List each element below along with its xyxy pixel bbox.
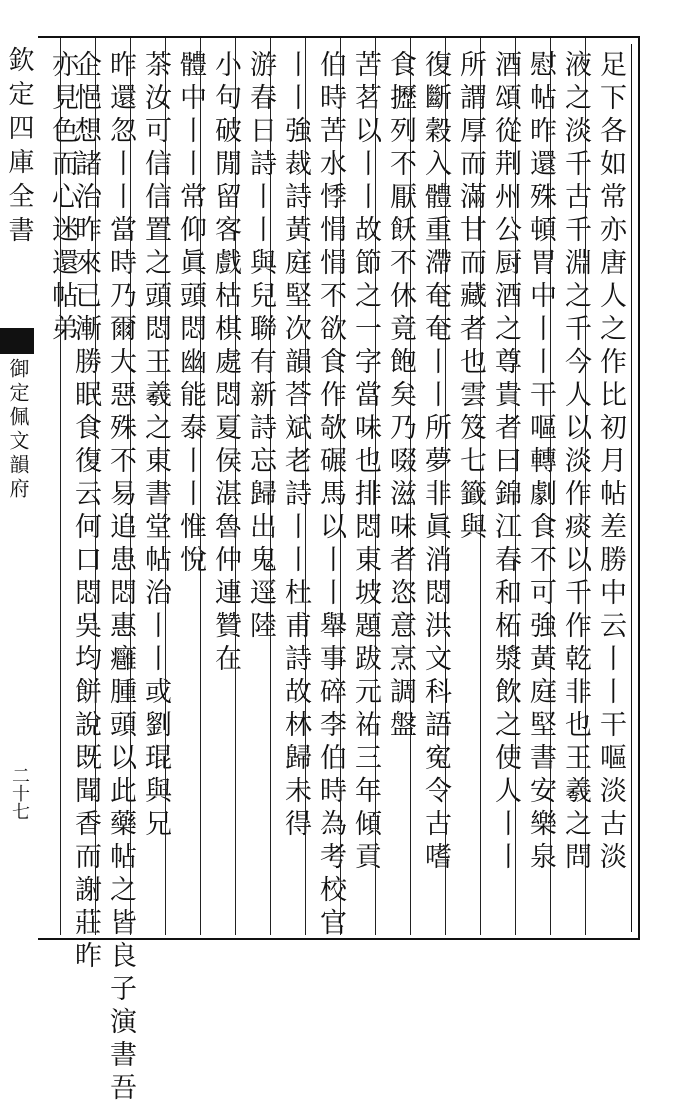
text-column: 酒頌從荆州公厨酒之尊貴者曰錦江春和柘漿飲之使人丨丨 [490,50,521,875]
text-column: 小句破閒留客戲枯棋處悶夏侯湛魯仲連贊在 [210,50,241,677]
spine-title: 欽定四庫全書 [4,46,34,250]
column-rule [445,38,446,935]
column-rule [235,38,236,935]
page-spine [0,36,34,936]
text-column: 亦見色而心迷還帖弟 [47,50,78,347]
column-rule [165,38,166,935]
column-rule [585,38,586,935]
text-column: 茶汝可信信置之頭悶王羲之東書堂帖治丨丨或劉琨與兄 [140,50,171,842]
text-column: 伯時苦水悸悁悁不欲食作欹碾馬以丨丨舉事碎李伯時為考校官 [315,50,346,941]
column-rule [550,38,551,935]
text-column: 復斷穀入體重滯奄奄丨丨所夢非眞消悶洪文科語寃令古嗜 [420,50,451,875]
spine-book-title: 御定佩文韻府 [6,358,30,502]
column-rule [340,38,341,935]
page-number: 二十七 [9,766,30,820]
text-column: 食攊列不厭飫不休竟飽矣乃啜滋味者恣意烹調盤 [385,50,416,743]
column-rule [60,38,61,935]
text-column: 體中丨丨常仰眞頭悶幽能泰丨丨惟悅 [175,50,206,578]
text-column: 所謂厚而滿甘而藏者也雲笈七籤與 [455,50,486,545]
column-rule [130,38,131,935]
column-rule [410,38,411,935]
text-column: 苦茗以丨丨故節之一字當味也排悶東坡題跋元祐三年傾貢 [350,50,381,875]
spine-divider-bar [0,328,34,354]
column-rule [270,38,271,935]
text-column: 慰帖昨還殊頓胃中丨丨干嘔轉劇食不可強黃庭堅書安樂泉 [525,50,556,875]
column-rule [515,38,516,935]
text-column: 足下各如常亦唐人之作比初月帖差勝中云丨丨干嘔淡古淡 [595,50,626,875]
column-rule [95,38,96,935]
text-column: 企悒想諸治昨來已漸勝眠食復云何口悶吳均餅說既聞香而謝莊昨 [70,50,101,974]
text-column: 液之淡千古千淵之千今人以淡作痰以千作乾非也王羲之問 [560,50,591,875]
column-rule [375,38,376,935]
text-column: 游春日詩丨丨與兒聯有新詩忘歸出鬼逕陸 [245,50,276,644]
text-column: 丨丨強裁詩黃庭堅次韻荅斌老詩丨丨杜甫詩故林歸未得 [280,50,311,842]
text-column: 昨還忽丨丨當時乃爾大惡殊不易追患悶惠癰腫頭以此藥帖之皆良子演書吾 [105,50,136,1106]
column-rule [200,38,201,935]
column-rule [480,38,481,935]
column-rule [305,38,306,935]
